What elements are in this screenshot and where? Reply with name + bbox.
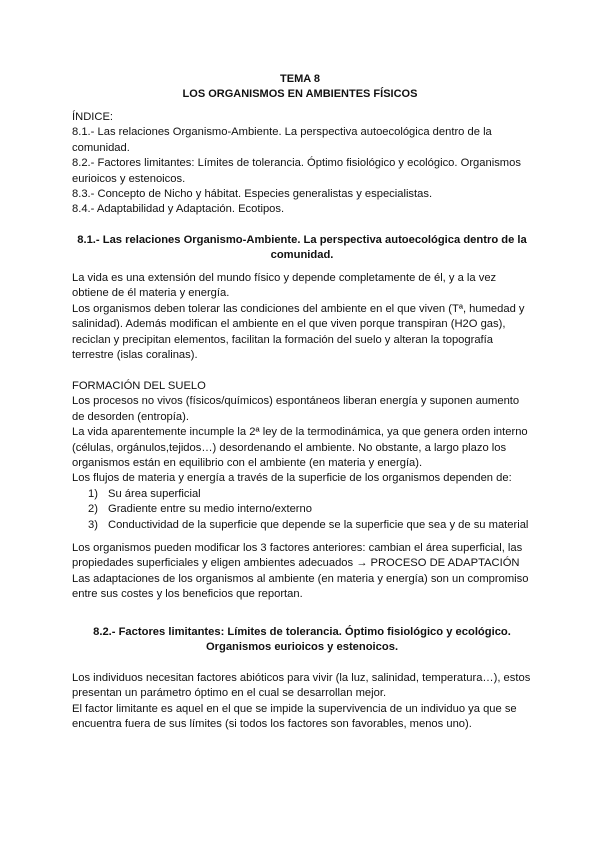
- list-number: 1): [88, 487, 98, 500]
- list-item: [72, 487, 532, 502]
- index-item: 8.1.- Las relaciones Organismo-Ambiente. La perspectiva autoecológica dentro de la comunidad.: [72, 126, 492, 154]
- list-item: [72, 518, 532, 533]
- section-1-heading: 8.1.- Las relaciones Organismo-Ambiente. La perspectiva autoecológica dentro de la comunidad.: [77, 234, 527, 262]
- list-text: Conductividad de la superficie que depende se la superficie que sea y de su material: [108, 518, 529, 531]
- index-item: 8.2.- Factores limitantes: Límites de tolerancia. Óptimo fisiológico y ecológico. Organismos eurioicos y estenoicos.: [72, 157, 521, 185]
- index-item: 8.4.- Adaptabilidad y Adaptación. Ecotipos.: [72, 203, 285, 216]
- list-number: 3): [88, 518, 98, 531]
- list-number: 2): [88, 503, 98, 516]
- page-title: LOS ORGANISMOS EN AMBIENTES FÍSICOS: [182, 88, 418, 100]
- section-2-heading: 8.2.- Factores limitantes: Límites de tolerancia. Óptimo fisiológico y ecológico. Organismos eurioicos y estenoicos.: [93, 626, 511, 654]
- paragraph: Los flujos de materia y energía a través de la superficie de los organismos dependen de:: [72, 472, 512, 485]
- section-2-body: [72, 671, 532, 733]
- paragraph: La vida aparentemente incumple la 2ª ley de la termodinámica, ya que genera orden interno (células, orgánulos,tejidos…) desordenando el ambiente. No obstante, a largo plazo los organismos están en equilibrio con el ambiente (en materia y energía).: [72, 426, 528, 470]
- section-1-intro: [72, 271, 532, 363]
- list-text: Su área superficial: [108, 487, 201, 500]
- adaptation-block: [72, 541, 532, 603]
- paragraph: El factor limitante es aquel en el que se impide la supervivencia de un individuo ya que se encuentra fuera de sus límites (si todos los factores son favorables, menos uno).: [72, 702, 517, 731]
- paragraph: Las adaptaciones de los organismos al ambiente (en materia y energía) son un compromiso entre sus costes y los beneficios que reportan.: [72, 572, 529, 601]
- paragraph: Los procesos no vivos (físicos/químicos) espontáneos liberan energía y suponen aumento de desorden (entropía).: [72, 395, 520, 423]
- index-label: ÍNDICE:: [72, 111, 114, 123]
- paragraph: La vida es una extensión del mundo físico y depende completamente de él, y a la vez obtiene de él materia y energía.: [72, 272, 497, 300]
- list-text: Gradiente entre su medio interno/externo: [108, 503, 312, 516]
- subheading: FORMACIÓN DEL SUELO: [72, 380, 206, 392]
- topic-number: TEMA 8: [280, 73, 320, 85]
- soil-formation-block: [72, 379, 532, 533]
- paragraph: Los individuos necesitan factores abióticos para vivir (la luz, salinidad, temperatura…), estos presentan un parámetro óptimo en el cual se desarrollan mejor.: [72, 672, 531, 700]
- paragraph: Los organismos pueden modificar los 3 factores anteriores: cambian el área superficial, las propiedades superficiales y eligen ambientes adecuados → PROCESO DE ADAPTACIÓN: [72, 542, 523, 570]
- factor-list: [72, 487, 532, 533]
- list-item: [72, 502, 532, 517]
- paragraph: Los organismos deben tolerar las condiciones del ambiente en el que viven (Tª, humedad y salinidad). Además modifican el ambiente en el que viven porque transpiran (H2O gas), reciclan y precipitan elementos, facilitan la formación del suelo y alteran la topografía terrestre (islas coralinas).: [72, 302, 525, 362]
- index-block: [72, 110, 532, 218]
- index-item: 8.3.- Concepto de Nicho y hábitat. Especies generalistas y especialistas.: [72, 188, 433, 201]
